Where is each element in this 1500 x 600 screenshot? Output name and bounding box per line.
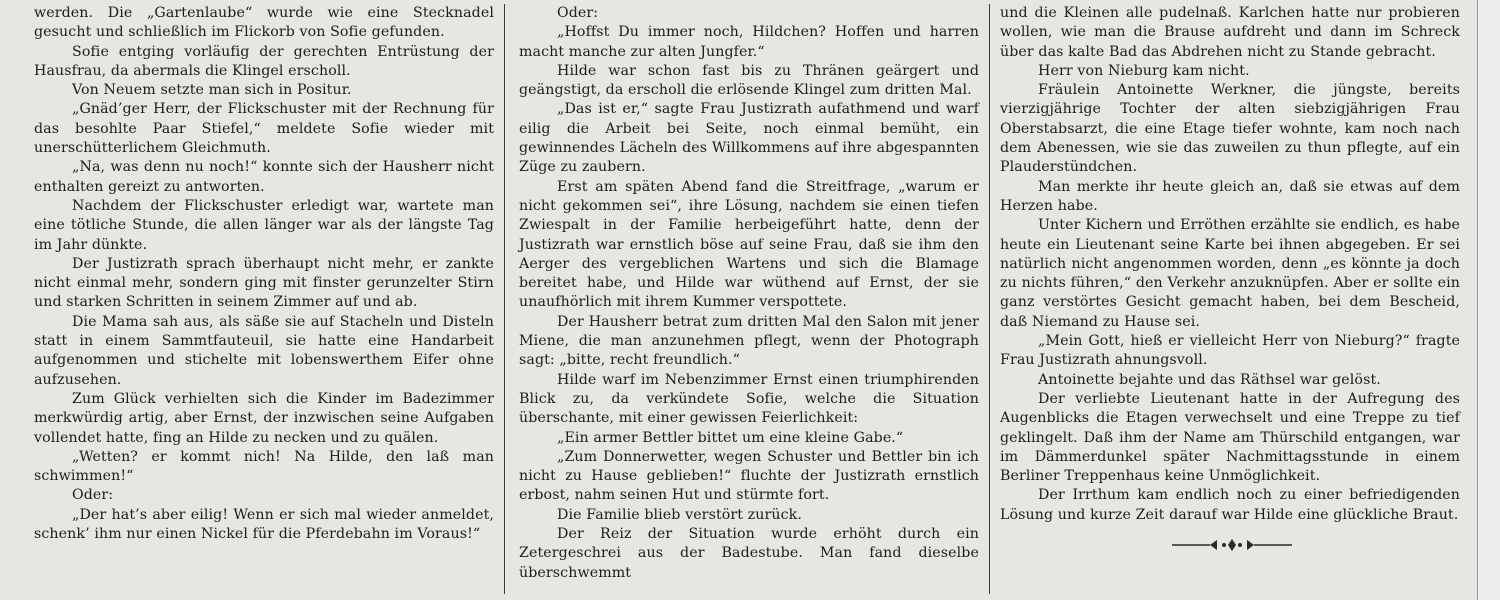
paragraph: werden. Die „Gartenlaube“ wurde wie eine Stecknadel gesucht und schließlich im Flickorb von Sofie gefunden. bbox=[34, 5, 494, 41]
paragraph: Hilde warf im Nebenzimmer Ernst einen triumphirenden Blick zu, da verkündete Sofie, welche die Situation überschante, mit einer gewissen Feierlichkeit: bbox=[519, 371, 979, 427]
text-column-3 bbox=[1000, 4, 1460, 525]
paragraph: Fräulein Antoinette Werkner, die jüngste, bereits vierzigjährige Tochter der alten siebzigjährigen Frau Oberstabsarzt, die eine Etage tiefer wohnte, kam noch nach dem Abenessen, wie sie das zuweilen zu thun pflegte, auf ein Plauderstündchen. bbox=[1000, 82, 1460, 176]
paragraph: „Hoffst Du immer noch, Hildchen? Hoffen und harren macht manche zur alten Jungfer.“ bbox=[519, 24, 979, 60]
paragraph: Sofie entging vorläufig der gerechten Entrüstung der Hausfrau, da abermals die Klingel erscholl. bbox=[34, 43, 494, 79]
page-edge bbox=[1477, 0, 1500, 600]
column-divider-2 bbox=[989, 4, 990, 594]
paragraph: „Zum Donnerwetter, wegen Schuster und Bettler bin ich nicht zu Hause geblieben!“ fluchte der Justizrath ernstlich erbost, nahm seinen Hut und stürmte fort. bbox=[519, 448, 979, 504]
paragraph: Unter Kichern und Erröthen erzählte sie endlich, es habe heute ein Lieutenant seine Karte bei ihnen abgegeben. Er sei natürlich nicht angenommen worden, denn „es könnte ja doch zu nichts führen,“ den Verkehr anzuknüpfen. Aber er sollte ein ganz verstörtes Gesicht gemacht haben, bei dem Bescheid, daß Niemand zu Hause sei. bbox=[1000, 217, 1460, 330]
column-divider-1 bbox=[504, 4, 505, 594]
paragraph: „Mein Gott, hieß er vielleicht Herr von Nieburg?“ fragte Frau Justizrath ahnungsvoll. bbox=[1000, 333, 1460, 369]
paragraph: „Der hat’s aber eilig! Wenn er sich mal wieder anmeldet, schenk’ ihm nur einen Nickel für die Pferdebahn im Voraus!“ bbox=[34, 506, 494, 543]
paragraph: Zum Glück verhielten sich die Kinder im Badezimmer merkwürdig artig, aber Ernst, der inzwischen seine Aufgaben vollendet hatte, fing an Hilde zu necken und zu quälen. bbox=[34, 390, 494, 446]
paragraph: Die Mama sah aus, als säße sie auf Stacheln und Disteln statt in einem Sammtfauteuil, sie hatte eine Handarbeit aufgenommen und stichelte mit lobenswerthem Eifer ohne aufzusehen. bbox=[34, 313, 494, 388]
paragraph: Oder: bbox=[557, 5, 599, 21]
paragraph: Die Familie blieb verstört zurück. bbox=[557, 506, 802, 523]
paragraph: Der Hausherr betrat zum dritten Mal den Salon mit jener Miene, die man anzunehmen pflegt, wenn der Photograph sagt: „bitte, recht freundlich.“ bbox=[519, 313, 979, 369]
paragraph: „Ein armer Bettler bittet um eine kleine Gabe.“ bbox=[557, 429, 904, 446]
paragraph: „Gnäd’ger Herr, der Flickschuster mit der Rechnung für das besohlte Paar Stiefel,“ meldete Sofie wieder mit unerschütterlichem Gleichmuth. bbox=[34, 101, 494, 157]
paragraph: Oder: bbox=[72, 487, 114, 504]
paragraph: „Wetten? er kommt nich! Na Hilde, den laß man schwimmen!“ bbox=[34, 448, 494, 485]
paragraph: „Na, was denn nu noch!“ konnte sich der Hausherr nicht enthalten gereizt zu antworten. bbox=[34, 159, 494, 195]
paragraph: Antoinette bejahte und das Räthsel war gelöst. bbox=[1038, 371, 1381, 388]
paragraph: Erst am späten Abend fand die Streitfrage, „warum er nicht gekommen sei“, ihre Lösung, nachdem sie einen tiefen Zwiespalt in der Familie herbeigeführt hatte, denn der Justizrath war ernstlich böse auf seine Frau, daß sie ihm den Aerger des vergeblichen Wartens und sich die Blamage bereitet habe, und Hilde war wüthend auf Ernst, der sie unaufhörlich mit ihrem Kummer verspottete. bbox=[519, 178, 979, 311]
paragraph: Nachdem der Flickschuster erledigt war, wartete man eine tötliche Stunde, die allen länger war als der längste Tag im Jahr dünkte. bbox=[34, 197, 494, 253]
end-of-article-ornament-icon bbox=[1170, 535, 1294, 555]
paragraph: Der Justizrath sprach überhaupt nicht mehr, er zankte nicht einmal mehr, sondern ging mit finster gerunzelter Stirn und starken Schritten in seinem Zimmer auf und ab. bbox=[34, 255, 494, 311]
paragraph: Der Reiz der Situation wurde erhöht durch ein Zetergeschrei aus der Badestube. Man fand dieselbe überschwemmt bbox=[519, 526, 979, 581]
paragraph: „Das ist er,“ sagte Frau Justizrath aufathmend und warf eilig die Arbeit bei Seite, noch einmal bemüht, ein gewinnendes Lächeln des Willkommens auf ihre abgespannten Züge zu zaubern. bbox=[519, 101, 979, 176]
paragraph: Hilde war schon fast bis zu Thränen geärgert und geängstigt, da erscholl die erlösende Klingel zum dritten Mal. bbox=[519, 62, 979, 99]
paragraph: Von Neuem setzte man sich in Positur. bbox=[72, 82, 352, 99]
paragraph: und die Kleinen alle pudelnaß. Karlchen hatte nur probieren wollen, wie man die Brause aufdreht und dann im Schreck über das kalte Bad das Abdrehen nicht zu Stande gebracht. bbox=[1000, 5, 1460, 60]
text-column-2 bbox=[519, 4, 979, 583]
paragraph: Der verliebte Lieutenant hatte in der Aufregung des Augenblicks die Etagen verwechselt und eine Treppe zu tief geklingelt. Daß ihm der Name am Thürschild entgangen, war im Dämmerdunkel später Nachmittagsstunde in einem Berliner Treppenhaus keine Unmöglichkeit. bbox=[1000, 390, 1460, 485]
paragraph: Herr von Nieburg kam nicht. bbox=[1038, 62, 1250, 79]
paragraph: Der Irrthum kam endlich noch zu einer befriedigenden Lösung und kurze Zeit darauf war Hilde eine glückliche Braut. bbox=[1000, 487, 1460, 523]
text-column-1 bbox=[34, 4, 494, 544]
paragraph: Man merkte ihr heute gleich an, daß sie etwas auf dem Herzen habe. bbox=[1000, 178, 1460, 214]
